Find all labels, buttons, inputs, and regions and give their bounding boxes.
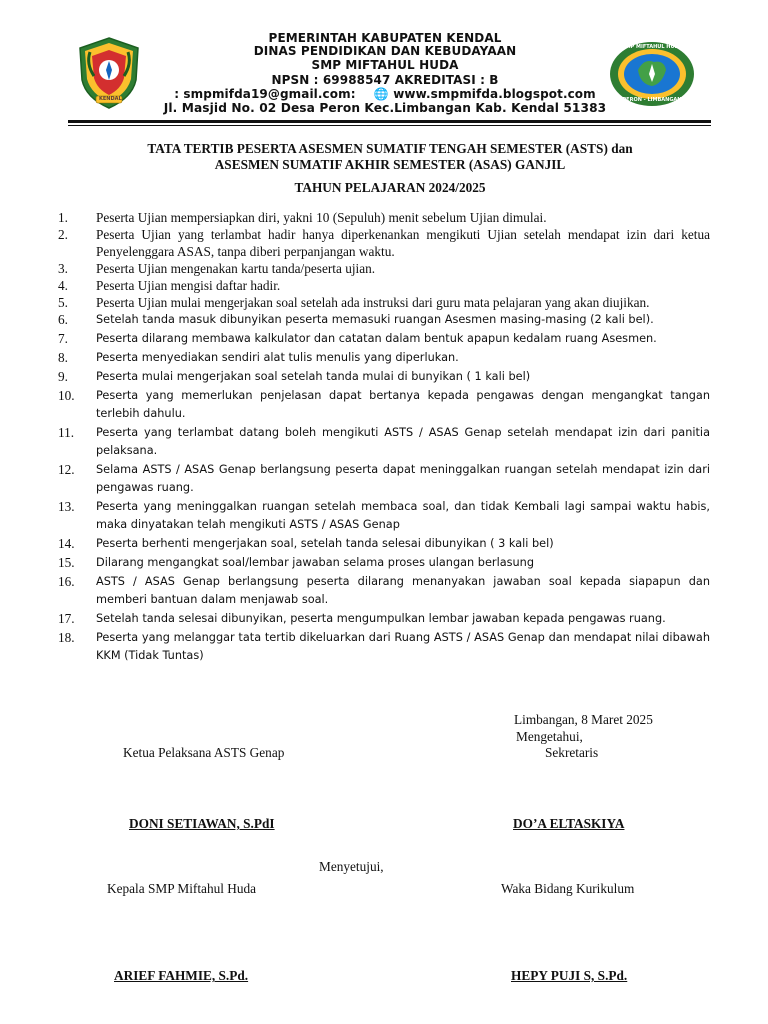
rule-number: 11. [58, 425, 75, 440]
rule-text: Peserta yang terlambat datang boleh mengikuti ASTS / ASAS Genap setelah mendapat izin dari panitia pelaksana. [96, 426, 710, 457]
secretary-name: DO’A ELTASKIYA [513, 816, 625, 831]
rule-item [58, 209, 710, 226]
headmaster-role: Kepala SMP Miftahul Huda [107, 881, 257, 896]
secretary-role: Sekretaris [545, 745, 599, 760]
curriculum-vice-name: HEPY PUJI S, S.Pd. [511, 968, 628, 983]
right-logo-top-label: SMP MIFTAHUL HUDA [622, 44, 683, 50]
right-logo-bottom-label: PERON - LIMBANGAN [622, 97, 682, 103]
headmaster-name: ARIEF FAHMIE, S.Pd. [114, 968, 249, 983]
school-emblem-icon [608, 40, 696, 108]
rule-item [58, 330, 710, 348]
rule-item [58, 368, 710, 386]
rule-item [58, 554, 710, 572]
rule-item [58, 610, 710, 628]
rule-number: 13. [58, 499, 75, 514]
letterhead-department: DINAS PENDIDIKAN DAN KEBUDAYAAN [253, 44, 517, 58]
letterhead-npsn: NPSN : 69988547 AKREDITASI : B [271, 73, 499, 87]
rule-item [58, 424, 710, 460]
rule-number: 18. [58, 630, 75, 645]
rule-item [58, 498, 710, 534]
rule-number: 3. [58, 261, 68, 276]
acknowledged-label: Mengetahui, [516, 729, 583, 744]
rule-number: 5. [58, 295, 68, 310]
globe-icon: 🌐 [373, 87, 389, 101]
kendal-regency-emblem-icon [76, 36, 142, 110]
rule-text: Peserta Ujian mengenakan kartu tanda/peserta ujian. [96, 261, 376, 276]
rule-number: 12. [58, 462, 75, 477]
rule-number: 14. [58, 536, 75, 551]
committee-chair-name: DONI SETIAWAN, S.PdI [129, 816, 275, 831]
rule-number: 9. [58, 369, 68, 384]
email-text: : smpmifda19@gmail.com: [174, 87, 356, 101]
rule-text: ASTS / ASAS Genap berlangsung peserta dilarang menanyakan jawaban soal kepada siapapun dan memberi bantuan dalam menjawab soal. [96, 575, 710, 606]
document-title-line1: TATA TERTIB PESERTA ASESMEN SUMATIF TENGAH SEMESTER (ASTS) dan [147, 141, 633, 156]
approved-label: Menyetujui, [319, 859, 384, 874]
rule-text: Peserta yang meninggalkan ruangan setelah membaca soal, dan tidak Kembali lagi sampai waktu habis, maka dinyatakan telah mengikuti ASTS / ASAS Genap [96, 500, 710, 531]
rule-text: Peserta Ujian mempersiapkan diri, yakni 10 (Sepuluh) menit sebelum Ujian dimulai. [96, 210, 547, 225]
rule-item [58, 629, 710, 665]
rule-number: 17. [58, 611, 75, 626]
letterhead-address: Jl. Masjid No. 02 Desa Peron Kec.Limbangan Kab. Kendal 51383 [163, 101, 607, 115]
letterhead-school-name: SMP MIFTAHUL HUDA [311, 58, 459, 72]
rule-text: Peserta menyediakan sendiri alat tulis menulis yang diperlukan. [96, 351, 459, 364]
rule-item [58, 349, 710, 367]
rule-item [58, 260, 710, 277]
committee-chair-role: Ketua Pelaksana ASTS Genap [123, 745, 285, 760]
rule-item [58, 387, 710, 423]
rule-text: Peserta dilarang membawa kalkulator dan catatan dalam bentuk apapun kedalam ruang Asesmen. [96, 332, 657, 345]
rule-item [58, 226, 710, 260]
rule-item [58, 535, 710, 553]
document-title-line2: ASESMEN SUMATIF AKHIR SEMESTER (ASAS) GANJIL [214, 157, 566, 172]
rule-item [58, 311, 710, 329]
rule-number: 15. [58, 555, 75, 570]
letterhead-government: PEMERINTAH KABUPATEN KENDAL [268, 31, 502, 45]
letterhead-divider-thin [68, 125, 711, 126]
document-title-year: TAHUN PELAJARAN 2024/2025 [294, 180, 486, 195]
rule-text: Peserta Ujian mengisi daftar hadir. [96, 278, 281, 293]
rule-text: Setelah tanda masuk dibunyikan peserta memasuki ruangan Asesmen masing-masing (2 kali bel). [96, 313, 654, 326]
rule-number: 6. [58, 312, 68, 327]
rule-text: Setelah tanda selesai dibunyikan, peserta mengumpulkan lembar jawaban kepada pengawas ruang. [96, 612, 666, 625]
rule-number: 10. [58, 388, 75, 403]
rule-item [58, 573, 710, 609]
rule-item [58, 277, 710, 294]
letterhead-divider-thick [68, 120, 711, 123]
rule-number: 4. [58, 278, 68, 293]
curriculum-vice-role: Waka Bidang Kurikulum [501, 881, 635, 896]
rules-list [58, 209, 710, 666]
rule-text: Peserta berhenti mengerjakan soal, setelah tanda selesai dibunyikan ( 3 kali bel) [96, 537, 554, 550]
letterhead-contact [160, 87, 610, 101]
rule-text: Selama ASTS / ASAS Genap berlangsung peserta dapat meninggalkan ruangan setelah mendapat izin dari pengawas ruang. [96, 463, 710, 494]
rule-number: 2. [58, 227, 68, 242]
rule-text: Peserta Ujian mulai mengerjakan soal setelah ada instruksi dari guru mata pelajaran yang akan diujikan. [96, 295, 650, 310]
place-date: Limbangan, 8 Maret 2025 [514, 712, 653, 727]
rule-number: 8. [58, 350, 68, 365]
rule-number: 7. [58, 331, 68, 346]
rule-number: 1. [58, 210, 68, 225]
rule-text: Peserta yang memerlukan penjelasan dapat bertanya kepada pengawas dengan mengangkat tangan terlebih dahulu. [96, 389, 710, 420]
rule-text: Peserta mulai mengerjakan soal setelah tanda mulai di bunyikan ( 1 kali bel) [96, 370, 531, 383]
rule-text: Peserta Ujian yang terlambat hadir hanya diperkenankan mengikuti Ujian setelah mendapat izin dari ketua Penyelenggara ASAS, tanpa diberi perpanjangan waktu. [96, 227, 710, 259]
rule-number: 16. [58, 574, 75, 589]
left-logo-label: KENDAL [99, 96, 122, 102]
rule-item [58, 461, 710, 497]
rule-item [58, 294, 710, 311]
website-text: www.smpmifda.blogspot.com [393, 87, 596, 101]
rule-text: Dilarang mengangkat soal/lembar jawaban selama proses ulangan berlasung [96, 556, 535, 569]
rule-text: Peserta yang melanggar tata tertib dikeluarkan dari Ruang ASTS / ASAS Genap dan mendapat nilai dibawah KKM (Tidak Tuntas) [96, 631, 710, 662]
